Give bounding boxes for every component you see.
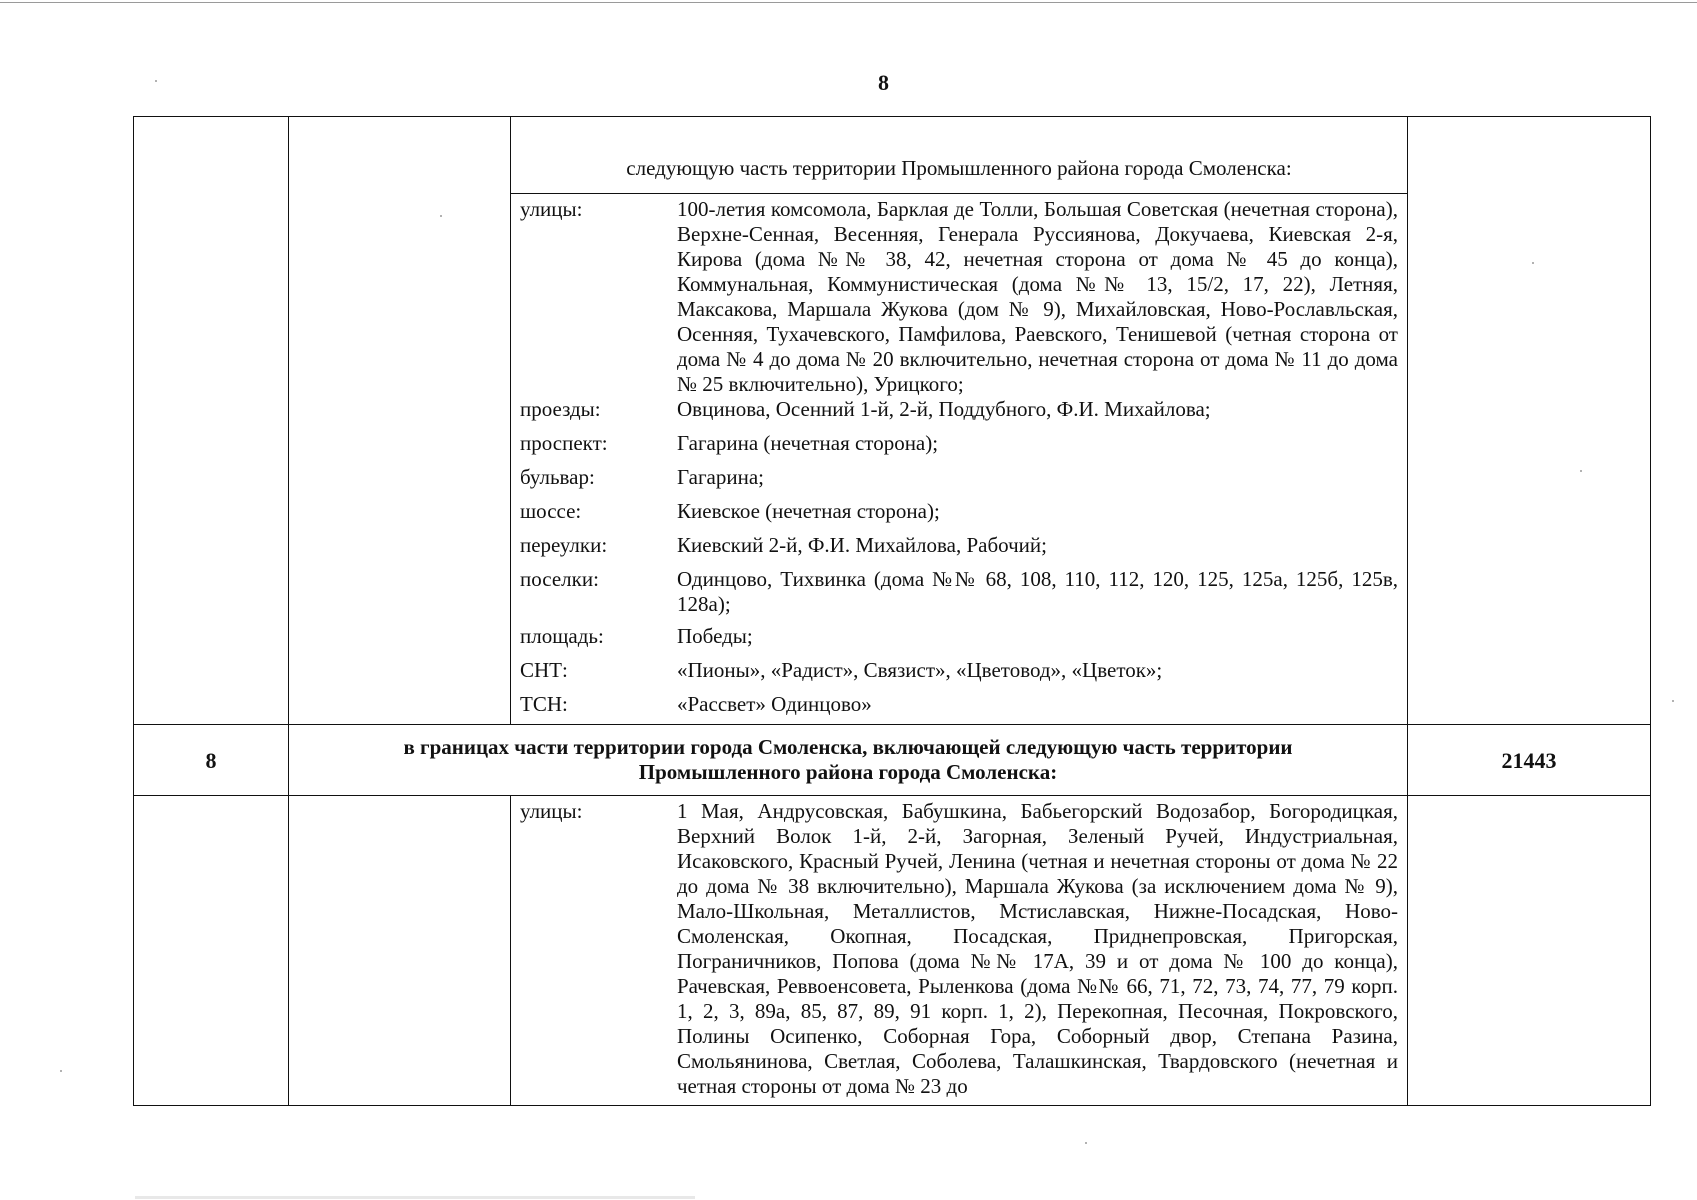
entry-key: СНТ: <box>520 658 568 682</box>
entry-row <box>520 796 1398 1099</box>
entry-row <box>520 692 1398 724</box>
number-cell-empty <box>134 796 289 1106</box>
entry-key: улицы: <box>520 197 583 221</box>
block1-header-cell <box>511 117 1408 194</box>
entry-value: Победы; <box>677 624 753 648</box>
scan-speck <box>1672 700 1674 702</box>
entry-value: Одинцово, Тихвинка (дома №№ 68, 108, 110, 112, 120, 125, 125а, 125б, 125в, 128а); <box>677 567 1398 616</box>
territory-table <box>133 116 1651 1106</box>
entry-value: Киевский 2-й, Ф.И. Михайлова, Рабочий; <box>677 533 1047 557</box>
entry-row <box>520 533 1398 567</box>
entry-value: Киевское (нечетная сторона); <box>677 499 940 523</box>
block2-entries-cell <box>511 796 1408 1106</box>
section-count: 21443 <box>1408 725 1651 796</box>
entry-key: улицы: <box>520 799 583 823</box>
entry-value: Гагарина; <box>677 465 765 489</box>
entry-row <box>520 431 1398 465</box>
scan-speck <box>1532 262 1534 264</box>
entry-key: переулки: <box>520 533 608 557</box>
section-title-line2: Промышленного района города Смоленска: <box>638 760 1058 784</box>
table-row <box>134 117 1651 194</box>
scan-speck <box>1085 1142 1087 1144</box>
section-row <box>134 725 1651 796</box>
scan-speck <box>1580 470 1582 472</box>
entry-value: «Рассвет» Одинцово» <box>677 692 872 716</box>
section-title <box>289 725 1408 796</box>
entry-row <box>520 397 1398 431</box>
entry-key: проспект: <box>520 431 608 455</box>
section-number: 8 <box>134 725 289 796</box>
entry-row <box>520 194 1398 397</box>
entry-value: «Пионы», «Радист», Связист», «Цветовод», «Цветок»; <box>677 658 1163 682</box>
page-number: 8 <box>878 70 889 95</box>
count-cell-empty <box>1408 796 1651 1106</box>
block1-header: следующую часть территории Промышленного района города Смоленска: <box>626 155 1292 180</box>
entry-value: Овцинова, Осенний 1-й, 2-й, Поддубного, Ф.И. Михайлова; <box>677 397 1211 421</box>
name-cell-empty <box>289 796 511 1106</box>
entry-key: бульвар: <box>520 465 595 489</box>
number-cell-empty <box>134 117 289 725</box>
scan-speck <box>440 215 442 217</box>
block2-entries <box>520 796 1398 1099</box>
entry-row <box>520 465 1398 499</box>
entry-value: 1 Мая, Андрусовская, Бабушкина, Бабьегорский Водозабор, Богородицкая, Верхний Волок 1-й, 2-й, Загорная, Зеленый Ручей, Индустриальная, Исаковского, Красный Ручей, Ленина (четная и нечетная стороны от дома № 22 до дома № 38 включительно), Маршала Жукова (за исключением дома № 9), Мало-Школьная, Металлистов, Мстиславская, Нижне-Посадская, Ново-Смоленская, Окопная, Посадская, Приднепровская, Пригорская, Пограничников, Попова (дома №№ 17А, 39 и от дома № 100 до конца), Рачевская, Реввоенсовета, Рыленкова (дома №№ 66, 71, 72, 73, 74, 77, 79 корп. 1, 2, 3, 89а, 85, 87, 89, 91 корп. 1, 2), Перекопная, Песочная, Покровского, Полины Осипенко, Соборная Гора, Соборный двор, Степана Разина, Смольянинова, Светлая, Соболева, Талашкинская, Твардовского (нечетная и четная стороны от дома № 23 до <box>677 799 1398 1098</box>
entry-row <box>520 499 1398 533</box>
entry-key: ТСН: <box>520 692 568 716</box>
scan-top-edge <box>0 2 1697 3</box>
scan-bottom-smudge <box>135 1196 695 1199</box>
entry-value: Гагарина (нечетная сторона); <box>677 431 939 455</box>
block1-entries-cell <box>511 194 1408 725</box>
count-cell-empty <box>1408 117 1651 725</box>
name-cell-empty <box>289 117 511 725</box>
entry-key: поселки: <box>520 567 599 591</box>
entry-key: проезды: <box>520 397 601 421</box>
table-row <box>134 796 1651 1106</box>
scan-speck <box>60 1070 62 1072</box>
entry-key: шоссе: <box>520 499 582 523</box>
block1-entries <box>520 194 1398 724</box>
entry-key: площадь: <box>520 624 604 648</box>
entry-row <box>520 624 1398 658</box>
entry-row <box>520 567 1398 624</box>
scan-speck <box>155 80 157 82</box>
entry-value: 100-летия комсомола, Барклая де Толли, Большая Советская (нечетная сторона), Верхне-Сенная, Весенняя, Генерала Руссиянова, Докучаева, Киевская 2-я, Кирова (дома №№ 38, 42, нечетная сторона от дома № 45 до конца), Коммунальная, Коммунистическая (дома №№ 13, 15/2, 17, 22), Летняя, Максакова, Маршала Жукова (дом № 9), Михайловская, Ново-Рославльская, Осенняя, Тухачевского, Памфилова, Раевского, Тенишевой (четная сторона от дома № 4 до дома № 20 включительно, нечетная сторона от дома № 11 до дома № 25 включительно), Урицкого; <box>677 197 1398 396</box>
entry-row <box>520 658 1398 692</box>
section-title-line1: в границах части территории города Смоленска, включающей следующую часть территории <box>403 735 1293 759</box>
